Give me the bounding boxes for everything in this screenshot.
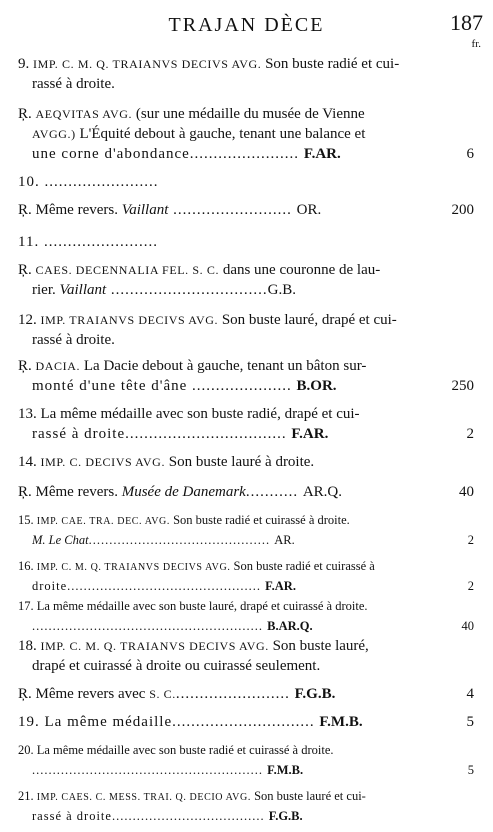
price: 2: [467, 533, 474, 547]
legend: AVGG.): [32, 127, 76, 141]
page-title: TRAJAN DÈCE: [168, 14, 325, 36]
price: 40: [461, 619, 474, 633]
metal-mark: F.M.B.: [319, 714, 363, 730]
entry-number: 11. ........................: [18, 234, 158, 250]
metal-mark: B.AR.Q.: [267, 619, 313, 633]
description-cont: une corne d'abondance.......................: [32, 146, 304, 162]
metal-mark: OR.: [296, 202, 322, 218]
description: dans une couronne de lau-: [219, 262, 381, 278]
dots: ............................................: [88, 533, 275, 547]
metal-mark: F.AR.: [265, 579, 296, 593]
description: Son buste lauré,: [268, 638, 369, 654]
legend: IMP. C. M. Q. TRAIANVS DECIVS AVG.: [40, 639, 269, 653]
description-cont: monté d'une tête d'âne .....................: [32, 378, 297, 394]
description-cont: droite...............................................: [32, 579, 266, 593]
description: (sur une médaille du musée de Vienne: [132, 106, 365, 122]
entry-14: [0, 452, 486, 472]
metal-mark: F.AR.: [303, 146, 341, 162]
description: Son buste radié et cuirassé à droite.: [169, 513, 350, 527]
description-cont: L'Équité debout à gauche, tenant une balance et: [75, 126, 366, 142]
legend: IMP. C. DECIVS AVG.: [40, 455, 166, 469]
description-cont: drapé et cuirassé à droite ou cuirassé seulement.: [32, 658, 321, 674]
entry-number: 21.: [18, 789, 37, 803]
entry-reverse-same-2: [0, 482, 486, 502]
metal-mark: B.OR.: [296, 378, 337, 394]
reverse-mark: Ŗ.: [18, 106, 36, 122]
description-cont: rassé à droite.: [32, 332, 115, 348]
description-cont: rassé à droite.: [32, 76, 115, 92]
legend: IMP. C. M. Q. TRAIANVS DECIVS AVG.: [33, 57, 262, 71]
legend: IMP. TRAIANVS DECIVS AVG.: [40, 313, 219, 327]
description-cont: rier.: [32, 282, 60, 298]
entry-11: [0, 232, 486, 252]
entry-19: [0, 712, 486, 732]
description-cont: rassé à droite..................................: [32, 426, 292, 442]
page-number: 187: [450, 10, 483, 35]
entry-20: [0, 740, 486, 780]
dots: ...........: [245, 484, 303, 500]
entry-9: [0, 54, 486, 94]
entry-12: [0, 310, 486, 350]
entry-16: [0, 556, 486, 596]
entry-number: 18.: [18, 638, 41, 654]
description: Son buste lauré à droite.: [165, 454, 315, 470]
entry-reverse-dacia: [0, 356, 486, 396]
entry-reverse-aequitas: [0, 104, 486, 164]
price: 2: [467, 579, 474, 593]
reverse-mark: Ŗ.: [18, 262, 36, 278]
legend: IMP. CAE. TRA. DEC. AVG.: [36, 516, 170, 527]
entry-reverse-same-3: [0, 684, 486, 704]
legend: DACIA.: [35, 359, 81, 373]
price: 250: [451, 378, 474, 394]
entry-number: 12.: [18, 312, 41, 328]
legend: AEQVITAS AVG.: [35, 107, 133, 121]
source: Vaillant: [121, 202, 169, 218]
dots: ........................................................: [32, 763, 268, 777]
dots: .........................: [168, 202, 297, 218]
metal-mark: AR.Q.: [302, 484, 343, 500]
currency-header: fr.: [471, 38, 481, 50]
description: Ŗ. Même revers avec: [18, 686, 150, 702]
source: M. Le Chat: [32, 533, 89, 547]
entry-13: [0, 404, 486, 444]
description: Son buste lauré et cui-: [250, 789, 366, 803]
dots: .................................: [106, 282, 268, 298]
reverse-mark: Ŗ.: [18, 358, 36, 374]
dots: ........................................................: [32, 619, 268, 633]
price: 6: [466, 146, 474, 162]
price: 40: [459, 484, 474, 500]
entry-number: 14.: [18, 454, 41, 470]
price: 4: [466, 686, 474, 702]
source: Vaillant: [59, 282, 107, 298]
legend: IMP. C. M. Q. TRAIANVS DECIVS AVG.: [36, 562, 231, 573]
price: 200: [451, 202, 474, 218]
metal-mark: G.B.: [267, 282, 297, 298]
metal-mark: F.M.B.: [267, 763, 304, 777]
entry-number: 15.: [18, 513, 37, 527]
description: 13. La même médaille avec son buste radié, drapé et cui-: [18, 406, 360, 422]
metal-mark: AR.: [274, 533, 295, 547]
metal-mark: F.G.B.: [268, 809, 303, 823]
entry-number: 9.: [18, 56, 33, 72]
entry-17: [0, 596, 486, 636]
description: Ŗ. Même revers.: [18, 202, 122, 218]
description: La Dacie debout à gauche, tenant un bâton sur-: [80, 358, 367, 374]
source: Musée de Danemark: [121, 484, 246, 500]
legend: CAES. DECENNALIA FEL. S. C.: [35, 263, 220, 277]
entry-15: [0, 510, 486, 550]
entry-reverse-decennalia: [0, 260, 486, 300]
description: 17. La même médaille avec son buste lauré, drapé et cuirassé à droite.: [18, 599, 368, 613]
legend: S. C.: [149, 687, 176, 701]
entry-10: [0, 172, 486, 192]
description-cont: rassé à droite.....................................: [32, 809, 269, 823]
metal-mark: F.G.B.: [294, 686, 336, 702]
entry-18: [0, 636, 486, 676]
description: 19. La même médaille..............................: [18, 714, 320, 730]
price: 2: [466, 426, 474, 442]
description: Son buste lauré, drapé et cui-: [218, 312, 397, 328]
price: 5: [467, 763, 474, 777]
dots: ........................: [175, 686, 295, 702]
price: 5: [466, 714, 474, 730]
entry-number: 10. ........................: [18, 174, 159, 190]
entry-number: 16.: [18, 559, 37, 573]
description: Son buste radié et cuirassé à: [230, 559, 375, 573]
description: Ŗ. Même revers.: [18, 484, 122, 500]
metal-mark: F.AR.: [291, 426, 329, 442]
description: 20. La même médaille avec son buste radié et cuirassé à droite.: [18, 743, 334, 757]
entry-reverse-same-1: [0, 200, 486, 220]
description: Son buste radié et cui-: [261, 56, 400, 72]
legend: IMP. CAES. C. MESS. TRAI. Q. DECIO AVG.: [36, 792, 251, 803]
entry-21: [0, 786, 486, 826]
